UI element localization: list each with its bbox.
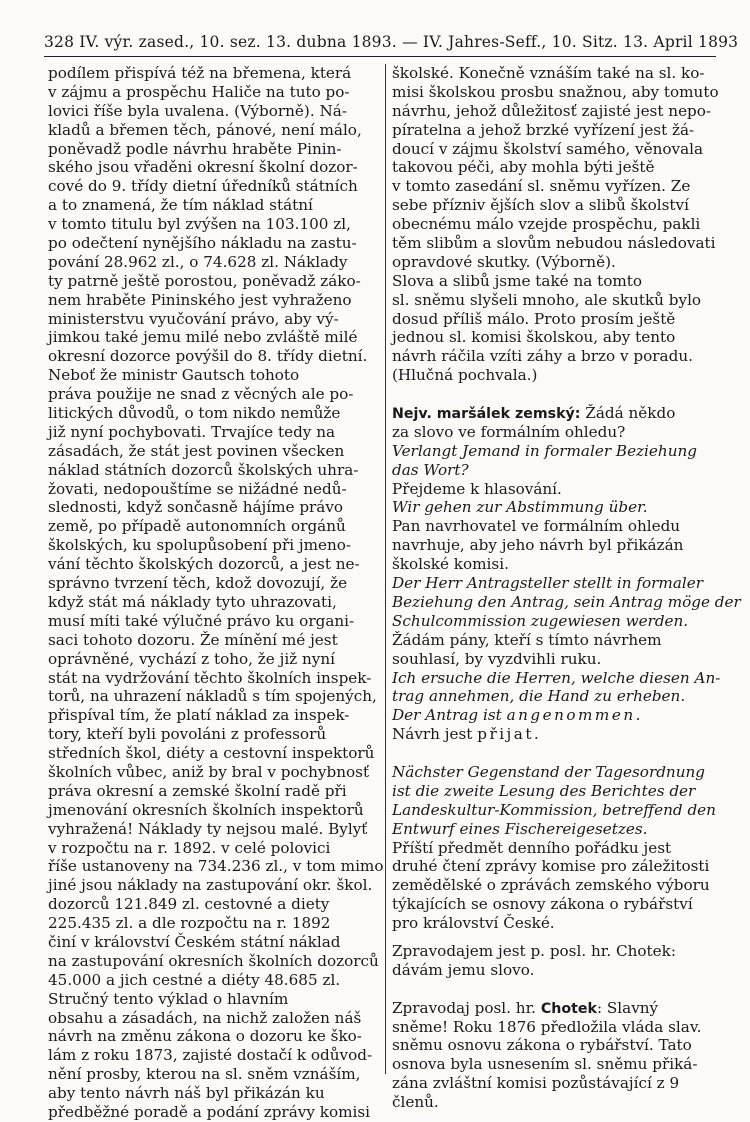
paragraph-hlasovani (392, 480, 726, 499)
text-line: školské. Konečně vznáším také na sl. ko- (392, 64, 705, 82)
text-line: Entwurf eines Fischereigesetzes. (392, 819, 648, 838)
paragraph-zpravodajem (392, 942, 726, 980)
page-header: 328 IV. výr. zased., 10. sez. 13. dubna 1893. — IV. Jahres-Seff., 10. Sitz. 13. April 1893 (44, 33, 739, 51)
text-line: a to znamená, že tím náklad státní (48, 196, 313, 215)
text-line: osnova byla usnesením sl. sněmu přiká- (392, 1055, 698, 1074)
text-line: torů, na uhrazení nákladů s tím spojených, (48, 687, 377, 706)
text-line: opravdové skutky. (Výborně). (392, 252, 616, 271)
text-line: Zpravodajem jest p. posl. hr. Chotek: (392, 941, 676, 960)
text-line: nění prosby, kterou na sl. sněm vznáším, (48, 1065, 361, 1084)
text-line: říše ustanoveny na 734.236 zl., v tom mimo (48, 857, 384, 876)
text-line: obecnému málo vzejde prospěchu, pakli (392, 215, 701, 234)
text-line: druhé čtení zprávy komise pro záležitosti (392, 857, 710, 876)
text-line: Stručný tento výklad o hlavním (48, 989, 289, 1008)
text-line: členů. (392, 1093, 439, 1112)
paragraph-pristi (392, 839, 726, 933)
prijat-line: Návrh jest přijat. (392, 725, 542, 744)
text-line: jimkou také jemu milé nebo zvláště milé (48, 328, 358, 347)
text-line: obsahu a zásadách, na nichž založen náš (48, 1008, 362, 1027)
text-line: sněmu osnovu zákona o rybářství. Tato (392, 1036, 692, 1055)
text-line: ty patrně ještě porostou, poněvadž záko- (48, 271, 361, 290)
text-line: aby tento návrh náš byl přikázán ku (48, 1084, 325, 1103)
text-line: jednou sl. komisi školskou, aby tento (392, 328, 676, 347)
text-line: v rozpočtu na r. 1892. v celé polovici (48, 838, 331, 857)
paragraph-zadam (392, 631, 726, 669)
text-line: lovici říše byla uvalena. (Výborně). Ná- (48, 101, 347, 120)
text-line: správno tvrzení těch, kdož dovozují, že (48, 574, 348, 593)
text-line: Příští předmět denního pořádku jest (392, 838, 672, 857)
text-line: zásadách, že stát jest povinen všecken (48, 441, 345, 460)
text-line: Ich ersuche die Herren, welche diesen An- (392, 668, 721, 687)
text-line: jmenování okresních školních inspektorů (48, 800, 364, 819)
text-line: školské komisi. (392, 555, 509, 574)
german-antragsteller (392, 574, 741, 631)
text-line: Slova a slibů jsme také na tomto (392, 271, 643, 290)
text-line: v tomto zasedání sl. sněmu vyřízen. Ze (392, 177, 691, 196)
text-line: za slovo ve formálním ohledu? (392, 422, 626, 441)
text-line: týkajících se osnovy zákona o rybářství (392, 895, 693, 914)
text-line: země, po případě autonomních orgánů (48, 517, 346, 536)
text-line: trag annehmen, die Hand zu erheben. (392, 687, 686, 706)
text-line: pro království České. (392, 914, 555, 933)
text-line: misi školskou prosbu snažnou, aby tomuto (392, 82, 719, 101)
text-line: oprávněné, vychází z toho, že již nyní (48, 649, 336, 668)
text-line: sl. sněmu slyšeli mnoho, ale skutků bylo (392, 290, 702, 309)
text-line: kladů a břemen těch, pánové, není málo, (48, 120, 362, 139)
paragraph-question (392, 423, 726, 442)
text-line: přispíval tím, že platí náklad za inspek- (48, 706, 350, 725)
text-line: doucí v zájmu školství samého, věnovala (392, 139, 704, 158)
column-divider (385, 64, 386, 1074)
text-line: stát na vydržování těchto školních inspek- (48, 668, 372, 687)
text-line: práva použije ne snad z věcných ale po- (48, 385, 354, 404)
text-line: musí míti také výlučné právo ku organi- (48, 611, 355, 630)
text-line: tory, kteří byli povoláni z professorů (48, 725, 327, 744)
text-line: 225.435 zl. a dle rozpočtu na r. 1892 (48, 914, 331, 933)
german-question (392, 442, 726, 480)
text-line: činí v království Českém státní náklad (48, 932, 341, 951)
text-line: litických důvodů, o tom nikdo nemůže (48, 404, 341, 423)
text-line: Neboť že ministr Gautsch tohoto (48, 366, 300, 385)
text-line: souhlasí, by vyzdvihli ruku. (392, 649, 602, 668)
text-line: zána zvláštní komisi pozůstávající z 9 (392, 1074, 680, 1093)
text-line: sněme! Roku 1876 předložila vláda slav. (392, 1017, 702, 1036)
text-line: ministerstvu vyučování právo, aby vý- (48, 309, 339, 328)
text-line: Verlangt Jemand in formaler Beziehung (392, 441, 697, 460)
speaker-chotek: Chotek (540, 1000, 597, 1017)
right-column (392, 64, 741, 1112)
text-line: jiné jsou náklady na zastupování okr. škol. (48, 876, 373, 895)
text-line: das Wort? (392, 460, 469, 479)
text-line: nem hraběte Pininského jest vyhraženo (48, 290, 352, 309)
speaker-line-chotek: Zpravodaj posl. hr. Chotek: Slavný (392, 998, 659, 1017)
text-line: dávám jemu slovo. (392, 960, 535, 979)
text-line: 45.000 a jich cestné a diéty 48.685 zl. (48, 970, 341, 989)
text-line: Přejdeme k hlasování. (392, 479, 562, 498)
german-angenommen: Der Antrag ist angenommen. (392, 706, 643, 725)
text-line: v tomto titulu byl zvýšen na 103.100 zl, (48, 215, 351, 234)
speaker-question: Žádá někdo (580, 404, 676, 423)
text-line: okresní dozorce povýšil do 8. třídy dietní. (48, 347, 368, 366)
text-line: Landeskultur-Kommission, betreffend den (392, 800, 716, 819)
header-rule (44, 56, 716, 57)
text-line: návrh na změnu zákona o dozoru ke ško- (48, 1027, 362, 1046)
text-line: (Hlučná pochvala.) (392, 366, 538, 385)
text-line: saci tohoto dozoru. Že mínění mé jest (48, 630, 338, 649)
text-line: návrh ráčila vzíti záhy a brzo v poradu. (392, 347, 693, 366)
text-line: když stát má náklady tyto uhrazovati, (48, 592, 337, 611)
text-line: Pan navrhovatel ve formálním ohledu (392, 517, 681, 536)
text-line: Beziehung den Antrag, sein Antrag möge der (392, 592, 741, 611)
text-line: ist die zweite Lesung des Berichtes der (392, 781, 696, 800)
german-abstimmung (392, 498, 726, 517)
text-line: lám z roku 1873, zajisté dostačí k odůvod- (48, 1046, 373, 1065)
text-line: náklad státních dozorců školských uhra- (48, 460, 359, 479)
text-line: návrhu, jehož důležitosť zajisté jest nepo- (392, 101, 712, 120)
text-line: slednosti, když sončasně hájíme právo (48, 498, 344, 517)
text-line: pování 28.962 zl., o 74.628 zl. Náklady (48, 252, 348, 271)
text-line: dozorců 121.849 zl. cestovné a diety (48, 895, 330, 914)
text-line: sebe přízniv ějších slov a slibů školství (392, 196, 689, 215)
text-line: vyhražená! Náklady ty nejsou malé. Bylyť (48, 819, 368, 838)
text-line: Wir gehen zur Abstimmung über. (392, 498, 648, 517)
text-line: žovati, nedopouštíme se nižádné nedů- (48, 479, 347, 498)
text-line: středních škol, diéty a cestovní inspektorů (48, 744, 375, 763)
text-line: zemědělské o zprávách zemského výboru (392, 876, 710, 895)
text-line: po odečtení nynějšího nákladu na zastu- (48, 234, 357, 253)
paragraph-navrhovatel (392, 517, 726, 574)
text-line: práva okresní a zemské školní radě při (48, 781, 347, 800)
text-line: takovou péči, aby mohla býti ještě (392, 158, 655, 177)
text-line: předběžné poradě a podání zprávy komisi (48, 1102, 370, 1121)
german-nachster (392, 763, 726, 839)
text-line: Žádám pány, kteří s tímto návrhem (392, 630, 662, 649)
text-line: navrhuje, aby jeho návrh byl přikázán (392, 536, 684, 555)
german-ersuche (392, 669, 726, 707)
text-line: ského jsou vřaděni okresní školní dozor- (48, 158, 358, 177)
text-line: těm slibům a slovům nebudou následovati (392, 234, 716, 253)
text-line: školských, ku spolupůsobení při jmeno- (48, 536, 352, 555)
paragraph-komise (392, 64, 726, 385)
text-line: již nyní pochybovati. Trvajíce tedy na (48, 422, 336, 441)
text-line: školních vůbec, aniž by bral v pochybnosť (48, 762, 370, 781)
text-line: v zájmu a prospěchu Haliče na tuto po- (48, 82, 350, 101)
text-line: podílem přispívá též na břemena, která (48, 64, 352, 82)
text-line: dosud příliš málo. Proto prosím ještě (392, 309, 676, 328)
text-line: vání těchto školských dozorců, a jest ne- (48, 555, 360, 574)
text-line: Der Herr Antragsteller stellt in formaler (392, 574, 703, 593)
left-column (48, 64, 384, 1121)
text-line: Nächster Gegenstand der Tagesordnung (392, 762, 705, 781)
text-line: na zastupování okresních školních dozorců (48, 951, 379, 970)
text-line: cové do 9. třídy dietní úředníků státních (48, 177, 358, 196)
speaker-marsalek: Nejv. maršálek zemský: (392, 406, 581, 423)
speaker-line-marsalek (392, 404, 726, 423)
paragraph-slavny (392, 1018, 726, 1112)
text-line: poněvadž podle návrhu hraběte Pinin- (48, 139, 342, 158)
text-line: Schulcommission zugewiesen werden. (392, 611, 689, 630)
text-line: píratelna a jehož brzké vyřízení jest žá- (392, 120, 695, 139)
